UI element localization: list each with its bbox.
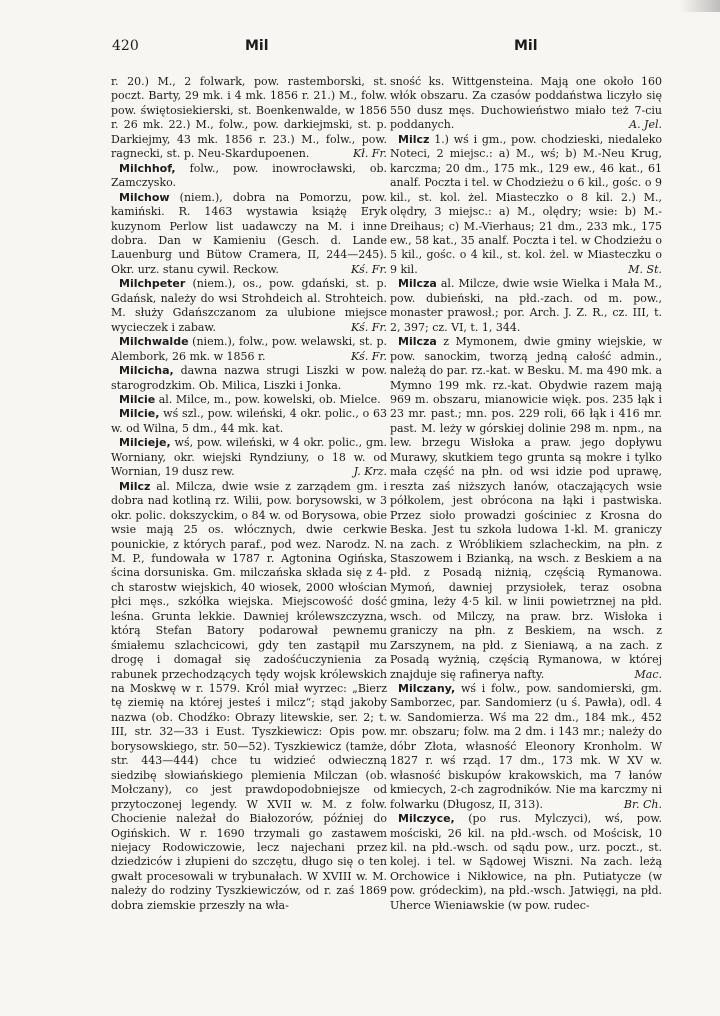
dictionary-entry	[111, 480, 387, 914]
entry-text: wś szl., pow. wileński, 4 okr. polic., o 63 w. od Wilna, 5 dm., 44 mk. kat.	[111, 407, 387, 435]
entry-headword: Milchhof,	[119, 161, 176, 175]
entry-signature: Mac.	[634, 667, 662, 681]
entry-signature: Kś. Fr.	[350, 262, 387, 276]
dictionary-entry	[111, 191, 387, 278]
entry-headword: Milcz	[119, 479, 151, 493]
entry-headword: Milcie	[119, 392, 156, 406]
entry-signature: Kś. Fr.	[350, 320, 387, 334]
entry-headword: Milcza	[398, 277, 437, 291]
entry-text: z Mymonem, dwie gminy wiejskie, w pow. sanockim, tworzą jedną całość admin., należą do par. rz.-kat. w Besku. M. ma 490 mk. a Mymno 199 mk. rz.-kat. Obydwie razem mają 969 m. obszaru, mianowicie więk. pos. 235 łąk i 23 mr. past.; mn. pos. 229 roli, 66 łąk i 416 mr. past. M. leży w górskiej dolinie 298 m. npm., na lew. brzegu Wisłoka a praw. jego dopływu Murawy, skutkiem tego grunta są mokre i tylko mała część na płn. od wsi idzie pod uprawę, reszta zaś niższych łanów, otaczających wsie półkolem, jest obrócona na łąki i pastwiska. Przez sioło prowadzi gościniec z Krosna do Beska. Jest tu szkoła ludowa 1-kl. M. graniczy na zach. z Wróblikiem szlacheckim, na płn. z Staszowem i Bzianką, na wsch. z Beskiem a na płd. z Posadą niżnią, częścią Rymanowa. Mymoń, dawniej przysiołek, teraz osobna gmina, leży 4·5 kil. w linii powietrznej na płd. wsch. od Milczy, na praw. brz. Wisłoka i graniczy na płn. z Beskiem, na wsch. z Zarszynem, na płd. z Sieniawą, a na zach. z Posadą wyżnią, częścią Rymanowa, w której znajduje się rafinerya nafty.	[390, 335, 663, 681]
entry-text: (niem.), folw., pow. welawski, st. p. Alembork, 26 mk. w 1856 r.	[111, 335, 387, 363]
dictionary-entry	[390, 75, 662, 133]
entry-headword: Milczany,	[398, 682, 456, 696]
dictionary-entry	[111, 75, 387, 162]
entry-text: (niem.), os., pow. gdański, st. p. Gdańsk, należy do wsi Strohdeich al. Strohteich. M. służy Gdańszczanom za ulubione miejsce wycieczek i zabaw.	[111, 277, 387, 334]
entry-headword: Milcza	[398, 335, 437, 349]
entry-text: (po rus. Mylczyci), wś, pow. mościski, 26 kil. na płd.-wsch. od Mościsk, 10 kil. na płd.-wsch. od sądu pow., urz. poczt., st. kolej. i tel. w Sądowej Wiszni. Na zach. leżą Orchowice i Nikłowice, na płn. Putiatycze (w pow. gródeckim), na płd.-wsch. Jatwięgi, na płd. Uherce Wieniawskie (w pow. rudec-	[390, 812, 662, 912]
entry-headword: Milcieje,	[119, 436, 171, 450]
dictionary-entry	[111, 277, 387, 335]
dictionary-entry	[111, 364, 387, 393]
entry-text: 1.) wś i gm., pow. chodzieski, niedaleko Noteci, 2 miejsc.: a) M., wś; b) M.-Neu Krug, karczma; 20 dm., 175 mk., 129 ew., 46 kat., 61 analf. Poczta i tel. w Chodzieżu o 6 kil., gośc. o 9 kil., st. kol. żel. Miasteczko o 8 kil. 2.) M., olędry, 3 miejsc.: a) M., olędry; wsie: b) M.-Dreihaus; c) M.-Vierhaus; 21 dm., 233 mk., 175 ew., 58 kat., 35 analf. Poczta i tel. w Chodzieżu o 5 kil., gośc. o 4 kil., st. kol. żel. w Miasteczku o 9 kil.	[390, 132, 662, 276]
left-column	[111, 75, 387, 913]
entry-headword: Milczyce,	[398, 812, 455, 826]
dictionary-entry	[390, 812, 662, 913]
dictionary-entry	[390, 335, 662, 682]
dictionary-entry	[390, 277, 662, 335]
dictionary-entry	[111, 436, 387, 479]
right-column	[390, 75, 662, 913]
entry-signature: Kł. Fr.	[353, 147, 387, 161]
entry-text: al. Milcze, dwie wsie Wielka i Mała M., pow. dubieński, na płd.-zach. od m. pow., monaster prawosł.; por. Arch. J. Z. R., cz. III, t. 2, 397; cz. VI, t. 1, 344.	[390, 277, 662, 334]
entry-headword: Milcz	[398, 132, 430, 146]
page-corner-shadow	[680, 0, 720, 12]
entry-headword: Milcicha,	[119, 364, 174, 378]
entry-text: al. Milcza, dwie wsie z zarządem gm. i dobra nad kotliną rz. Wilii, pow. borysowski, w 3 okr. polic. dokszyckim, o 84 w. od Borysowa, obie wsie mają 25 os. włócznych, dwie cerkwie pounickie, z których paraf., pod wez. Narodz. N. M. P., fundowała w 1787 r. Agtonina Ogińska, ścina dorsuniska. Gm. milczańska składa się z 4-ch starostw wiejskich, 40 wiosek, 2000 włościan płci męs., szkółka wiejska. Miejscowość dość leśna. Grunta lekkie. Dawniej królewszczyzna, którą Stefan Batory podarował pewnemu śmiałemu szlachcicowi, gdy ten zastąpił mu drogę i domagał się zadośćuczynienia za rabunek przechodzących tędy wojsk królewskich na Moskwę w r. 1579. Król miał wyrzec: „Bierz tę ziemię na której jesteś i milcz“; stąd jakoby nazwa (ob. Chodźko: Obrazy litewskie, ser. 2; t. III, str. 32—33 i Eust. Tyszkiewicz: Opis pow. borysowskiego, str. 50—52). Tyszkiewicz (tamże, str. 443—444) chce tu widzieć odwieczną siedzibę słowiańskiego plemienia Milczan (ob. Mołczany), co jest prawdopodobniejsze od przytoczonej legendy. W XVII w. M. z folw. Chocienie należał do Białozorów, później do Ogińskich. W r. 1690 trzymali go zastawem niejacy Rodowiczowie, lecz najechani przez dziedziców i złupieni do szczętu, długo się o ten gwałt procesowali w trybunałach. W XVIII w. M. należy do rodziny Tyszkiewiczów, od r. zaś 1869 dobra ziemskie przeszły na wła-	[111, 479, 387, 912]
entry-headword: Milcie,	[119, 407, 160, 421]
dictionary-entry	[111, 335, 387, 364]
entry-text: wś i folw., pow. sandomierski, gm. Samborzec, par. Sandomierz (u ś. Pawła), odl. 4 w. Sandomierza. Wś ma 22 dm., 184 mk., 452 mr. obszaru; folw. ma 2 dm. i 143 mr.; należy do dóbr Złota, własność Eleonory Kronholm. W 1827 r. wś rząd. 17 dm., 173 mk. W XV w. własność biskupów krakowskich, ma 7 łanów kmiecych, 2-ch zagrodników. Nie ma karczmy ni folwarku (Długosz, II, 313).	[390, 682, 662, 811]
entry-signature: A. Jel.	[629, 118, 662, 132]
entry-headword: Milchwalde	[119, 335, 189, 349]
page-header	[112, 38, 662, 58]
entry-text: dawna nazwa strugi Liszki w pow. starogrodzkim. Ob. Milica, Liszki i Jonka.	[111, 364, 387, 392]
dictionary-entry	[390, 133, 662, 278]
page-number: 420	[112, 38, 139, 54]
dictionary-entry	[111, 162, 387, 191]
entry-signature: M. St.	[628, 262, 662, 276]
entry-text: r. 20.) M., 2 folwark, pow. rastemborski, st. poczt. Barty, 29 mk. i 4 mk. 1856 r. 21.) M., folw. pow. świętosiekierski, st. Boenkenwalde, w 1856 r. 26 mk. 22.) M., folw., pow. darkiejmski, st. p. Darkiejmy, 43 mk. 1856 r. 23.) M., folw., pow. ragnecki, st. p. Neu-Skardupoenen.	[111, 75, 387, 161]
entry-signature: J. Krz.	[353, 465, 387, 479]
entry-signature: Kś. Fr.	[350, 349, 387, 363]
entry-signature: Br. Ch.	[623, 797, 662, 811]
dictionary-entry	[111, 393, 387, 407]
entry-headword: Milchow	[119, 190, 170, 204]
entry-text: (niem.), dobra na Pomorzu, pow. kamiński. R. 1463 wystawia książę Eryk kuzynom Perlow list uadawczy na M. i inne dobra. Dan w Kamieniu (Gesch. d. Lande Lauenburg und Bütow Cramera, II, 244—245). Okr. urz. stanu cywil. Reckow.	[111, 190, 387, 276]
right-running-head: Mil	[514, 38, 538, 54]
left-running-head: Mil	[245, 38, 269, 54]
dictionary-entry	[390, 682, 662, 812]
entry-text: sność ks. Wittgensteina. Mają one około 160 włók obszaru. Za czasów poddaństwa liczyło się 550 dusz męs. Duchowieństwo miało też 7-ciu poddanych.	[390, 75, 662, 132]
dictionary-entry	[111, 407, 387, 436]
entry-text: folw., pow. inowrocławski, ob. Zamczysko.	[111, 161, 387, 190]
entry-text: wś, pow. wileński, w 4 okr. polic., gm. Worniany, okr. wiejski Ryndziuny, o 18 w. od Wornian, 19 dusz rew.	[111, 436, 387, 479]
entry-text: al. Milce, m., pow. kowelski, ob. Mielce.	[155, 392, 381, 406]
entry-headword: Milchpeter	[119, 277, 186, 291]
